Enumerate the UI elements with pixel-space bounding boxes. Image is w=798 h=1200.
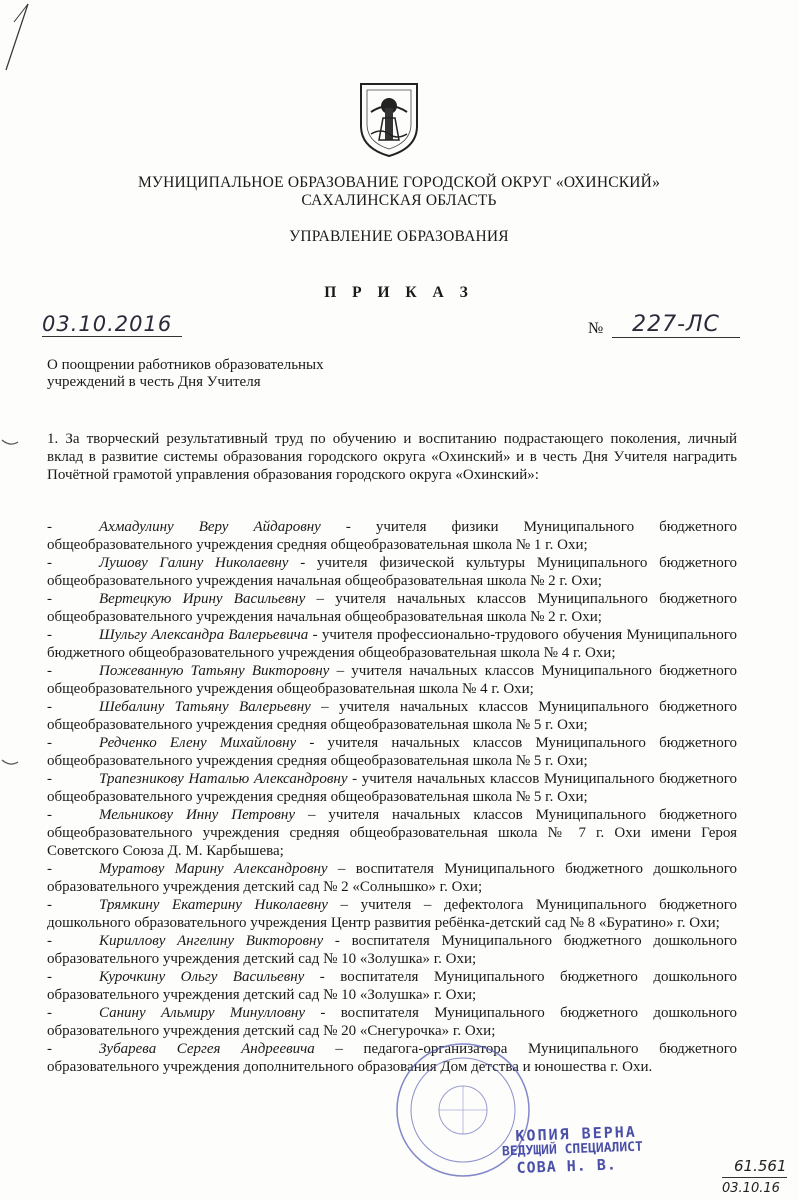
corner-mark-icon bbox=[4, 0, 32, 72]
awardee-name: Трямкину Екатерину Николаевну bbox=[99, 897, 328, 913]
awardee-name: Ахмадулину Веру Айдаровну bbox=[99, 519, 321, 535]
awardee-item bbox=[47, 770, 737, 806]
municipality-title: МУНИЦИПАЛЬНОЕ ОБРАЗОВАНИЕ ГОРОДСКОЙ ОКРУГ «ОХИНСКИЙ» bbox=[137, 174, 661, 191]
awardee-position: – учителя начальных классов Муниципального бюджетного общеобразовательного учреждения средняя общеобразовательная школа № 7 г. Охи имени Героя Советского Союза Д. М. Карбышева; bbox=[47, 807, 737, 859]
list-dash: - bbox=[47, 771, 52, 787]
awardee-position: – педагога-организатора Муниципального бюджетного образовательного учреждения дополнительного образования Дом детства и юношества г. Охи. bbox=[47, 1041, 737, 1075]
awardee-position: – учителя начальных классов Муниципального бюджетного общеобразовательного учреждения общеобразовательная школа № 4 г. Охи; bbox=[47, 663, 737, 697]
list-dash: - bbox=[47, 1041, 52, 1057]
awardee-item bbox=[47, 734, 737, 770]
list-dash: - bbox=[47, 591, 52, 607]
department-title: УПРАВЛЕНИЕ ОБРАЗОВАНИЯ bbox=[289, 228, 509, 245]
awardee-position: – учителя начальных классов Муниципального бюджетного общеобразовательного учреждения средняя общеобразовательная школа № 5 г. Охи; bbox=[47, 699, 737, 733]
list-dash: - bbox=[47, 699, 52, 715]
awardee-item bbox=[47, 1004, 737, 1040]
awardee-item bbox=[47, 860, 737, 896]
list-dash: - bbox=[47, 663, 52, 679]
awardee-name: Мельникову Инну Петровну bbox=[99, 807, 296, 823]
awardee-name: Шебалину Татьяну Валерьевну bbox=[99, 699, 311, 715]
order-number: 227-ЛС bbox=[612, 312, 740, 338]
awardee-name: Вертецкую Ирину Васильевну bbox=[99, 591, 306, 607]
list-dash: - bbox=[47, 933, 52, 949]
awardee-position: - воспитателя Муниципального бюджетного дошкольного образовательного учреждения детский сад № 20 «Снегурочка» г. Охи; bbox=[47, 1005, 737, 1039]
awardee-item bbox=[47, 590, 737, 626]
list-dash: - bbox=[47, 897, 52, 913]
awardee-item bbox=[47, 896, 737, 932]
awardee-item bbox=[47, 518, 737, 554]
awardee-item bbox=[47, 968, 737, 1004]
order-date: 03.10.2016 bbox=[42, 312, 182, 337]
list-dash: - bbox=[47, 555, 52, 571]
awardee-item bbox=[47, 1040, 737, 1076]
awardee-name: Редченко Елену Михайловну bbox=[99, 735, 297, 751]
awardee-list bbox=[47, 518, 737, 1076]
list-dash: - bbox=[47, 861, 52, 877]
awardee-name: Кириллову Ангелину Викторовну bbox=[99, 933, 324, 949]
awardee-item bbox=[47, 806, 737, 860]
handwritten-note bbox=[722, 1155, 787, 1200]
copy-stamp-line-1: КОПИЯ ВЕРНА bbox=[515, 1122, 638, 1145]
awardee-item bbox=[47, 698, 737, 734]
awardee-name: Зубарева Сергея Андреевича bbox=[99, 1041, 315, 1057]
subject-line-1: О поощрении работников образовательных bbox=[47, 357, 324, 373]
awardee-name: Муратову Марину Александровну bbox=[99, 861, 328, 877]
awardee-name: Пожеванную Татьяну Викторовну bbox=[99, 663, 330, 679]
awardee-position: - воспитателя Муниципального бюджетного дошкольного образовательного учреждения детский сад № 10 «Золушка» г. Охи; bbox=[47, 933, 737, 967]
awardee-item bbox=[47, 554, 737, 590]
list-dash: - bbox=[47, 519, 52, 535]
copy-certified-stamp bbox=[501, 1124, 643, 1177]
list-dash: - bbox=[47, 627, 52, 643]
copy-stamp-line-2: ВЕДУЩИЙ СПЕЦИАЛИСТ bbox=[501, 1139, 644, 1160]
document-type: П Р И К А З bbox=[324, 284, 474, 301]
copy-stamp-line-3: СОВА Н. В. bbox=[516, 1155, 618, 1177]
list-dash: - bbox=[47, 735, 52, 751]
awardee-position: - учителя начальных классов Муниципального бюджетного общеобразовательного учреждения средняя общеобразовательная школа № 5 г. Охи; bbox=[47, 771, 738, 805]
awardee-name: Лушову Галину Николаевну bbox=[99, 555, 289, 571]
awardee-position: - воспитателя Муниципального бюджетного дошкольного образовательного учреждения детский сад № 10 «Золушка» г. Охи; bbox=[47, 969, 737, 1003]
awardee-item bbox=[47, 662, 737, 698]
list-dash: - bbox=[47, 1005, 52, 1021]
coat-of-arms-emblem bbox=[357, 78, 421, 158]
margin-punch-mark bbox=[0, 758, 20, 768]
margin-punch-mark bbox=[0, 438, 20, 448]
awardee-position: - учителя физической культуры Муниципального бюджетного общеобразовательного учреждения начальная общеобразовательная школа № 2 г. Охи; bbox=[47, 555, 737, 589]
awardee-name: Курочкину Ольгу Васильевну bbox=[99, 969, 305, 985]
awardee-name: Трапезникову Наталью Александровну bbox=[99, 771, 348, 787]
awardee-name: Шульгу Александра Валерьевича bbox=[99, 627, 309, 643]
awardee-position: – учителя – дефектолога Муниципального бюджетного дошкольного образовательного учреждения Центр развития ребёнка-детский сад № 8 «Буратино» г. Охи; bbox=[47, 897, 737, 931]
awardee-position: - учителя профессионально-трудового обучения Муниципального бюджетного общеобразовательного учреждения общеобразовательная школа № 4 г. Охи; bbox=[47, 627, 737, 661]
awardee-position: - учителя физики Муниципального бюджетного общеобразовательного учреждения средняя общеобразовательная школа № 1 г. Охи; bbox=[47, 519, 737, 553]
awardee-name: Санину Альмиру Минулловну bbox=[99, 1005, 305, 1021]
awardee-position: - учителя начальных классов Муниципального бюджетного общеобразовательного учреждения средняя общеобразовательная школа № 5 г. Охи; bbox=[47, 735, 737, 769]
awardee-item bbox=[47, 932, 737, 968]
awardee-position: – воспитателя Муниципального бюджетного дошкольного образовательного учреждения детский сад № 2 «Солнышко» г. Охи; bbox=[47, 861, 737, 895]
region-title: САХАЛИНСКАЯ ОБЛАСТЬ bbox=[301, 192, 497, 209]
paragraph-1: 1. За творческий результативный труд по обучению и воспитанию подрастающего поколения, личный вклад в развитие системы образования городского округа «Охинский» и в честь Дня Учителя наградить Почётной грамотой управления образования городского округа «Охинский»: bbox=[47, 431, 737, 483]
awardee-position: – учителя начальных классов Муниципального бюджетного общеобразовательного учреждения начальная общеобразовательная школа № 2 г. Охи; bbox=[47, 591, 738, 625]
awardee-item bbox=[47, 626, 737, 662]
order-subject bbox=[47, 357, 367, 391]
list-dash: - bbox=[47, 969, 52, 985]
subject-line-2: учреждений в честь Дня Учителя bbox=[47, 374, 261, 390]
handwritten-note-line-2: 03.10.16 bbox=[722, 1177, 787, 1200]
list-dash: - bbox=[47, 807, 52, 823]
handwritten-note-line-1: 61.561 bbox=[734, 1157, 787, 1175]
order-number-label: № bbox=[588, 320, 604, 337]
